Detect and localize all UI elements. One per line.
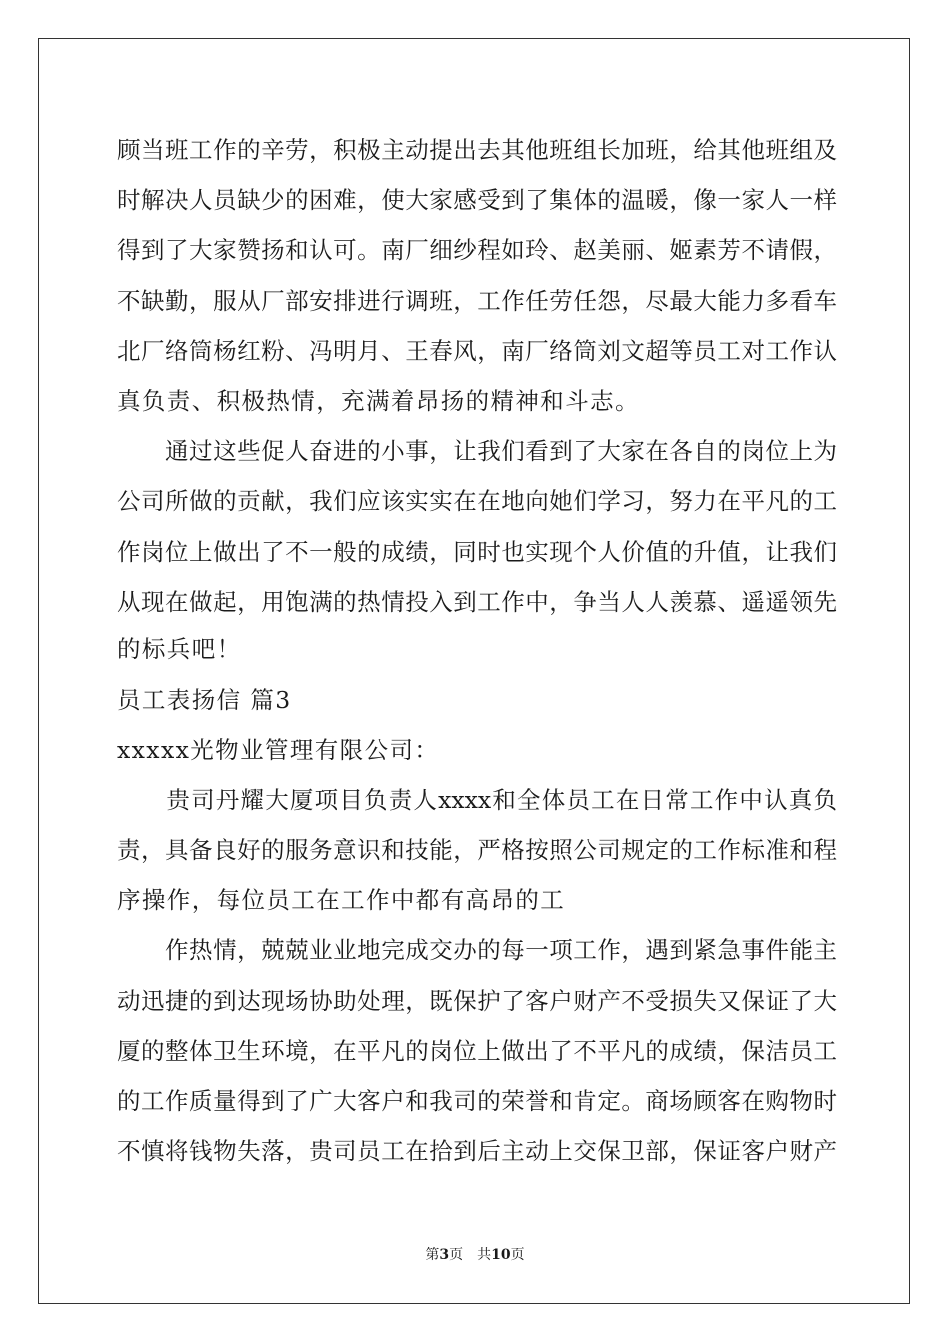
page-number: 3 [439, 1247, 450, 1263]
text-line: 贵司丹耀大厦项目负责人xxxx和全体员工在日常工作中认真负 [117, 786, 837, 814]
text-line: 时解决人员缺少的困难，使大家感受到了集体的温暖，像一家人一样 [117, 186, 837, 214]
text-line: 公司所做的贡献，我们应该实实在在地向她们学习，努力在平凡的工 [117, 487, 837, 515]
text-line: 厦的整体卫生环境，在平凡的岗位上做出了不平凡的成绩，保洁员工 [117, 1037, 837, 1065]
page-mid: 页 共 [449, 1247, 492, 1263]
text-line: 作岗位上做出了不一般的成绩，同时也实现个人价值的升值，让我们 [117, 538, 837, 566]
text-line: 责，具备良好的服务意识和技能，严格按照公司规定的工作标准和程 [117, 836, 837, 864]
page-suffix: 页 [510, 1247, 525, 1263]
text-line: 的标兵吧！ [117, 635, 242, 663]
text-line: 序操作，每位员工在工作中都有高昂的工 [117, 886, 566, 914]
section-heading: 员工表扬信 篇3 [117, 686, 292, 714]
page-prefix: 第 [425, 1247, 440, 1263]
total-pages: 10 [491, 1247, 511, 1263]
text-line: 通过这些促人奋进的小事，让我们看到了大家在各自的岗位上为 [117, 437, 837, 465]
text-line: 得到了大家赞扬和认可。南厂细纱程如玲、赵美丽、姬素芳不请假， [117, 236, 837, 264]
text-line: 的工作质量得到了广大客户和我司的荣誉和肯定。商场顾客在购物时 [117, 1087, 837, 1115]
text-line: 不慎将钱物失落，贵司员工在拾到后主动上交保卫部，保证客户财产 [117, 1137, 837, 1165]
text-line: 动迅捷的到达现场协助处理，既保护了客户财产不受损失又保证了大 [117, 987, 837, 1015]
text-line: 北厂络筒杨红粉、冯明月、王春风，南厂络筒刘文超等员工对工作认 [117, 337, 837, 365]
salutation: xxxxx光物业管理有限公司： [117, 736, 440, 764]
text-line: 作热情，兢兢业业地完成交办的每一项工作，遇到紧急事件能主 [117, 936, 837, 964]
text-line: 顾当班工作的辛劳，积极主动提出去其他班组长加班，给其他班组及 [117, 136, 837, 164]
text-line: 真负责、积极热情，充满着昂扬的精神和斗志。 [117, 387, 640, 415]
text-line: 不缺勤，服从厂部安排进行调班，工作任劳任怨，尽最大能力多看车 [117, 287, 837, 315]
page-footer [0, 1245, 950, 1265]
text-line: 从现在做起，用饱满的热情投入到工作中，争当人人羡慕、遥遥领先 [117, 588, 837, 616]
